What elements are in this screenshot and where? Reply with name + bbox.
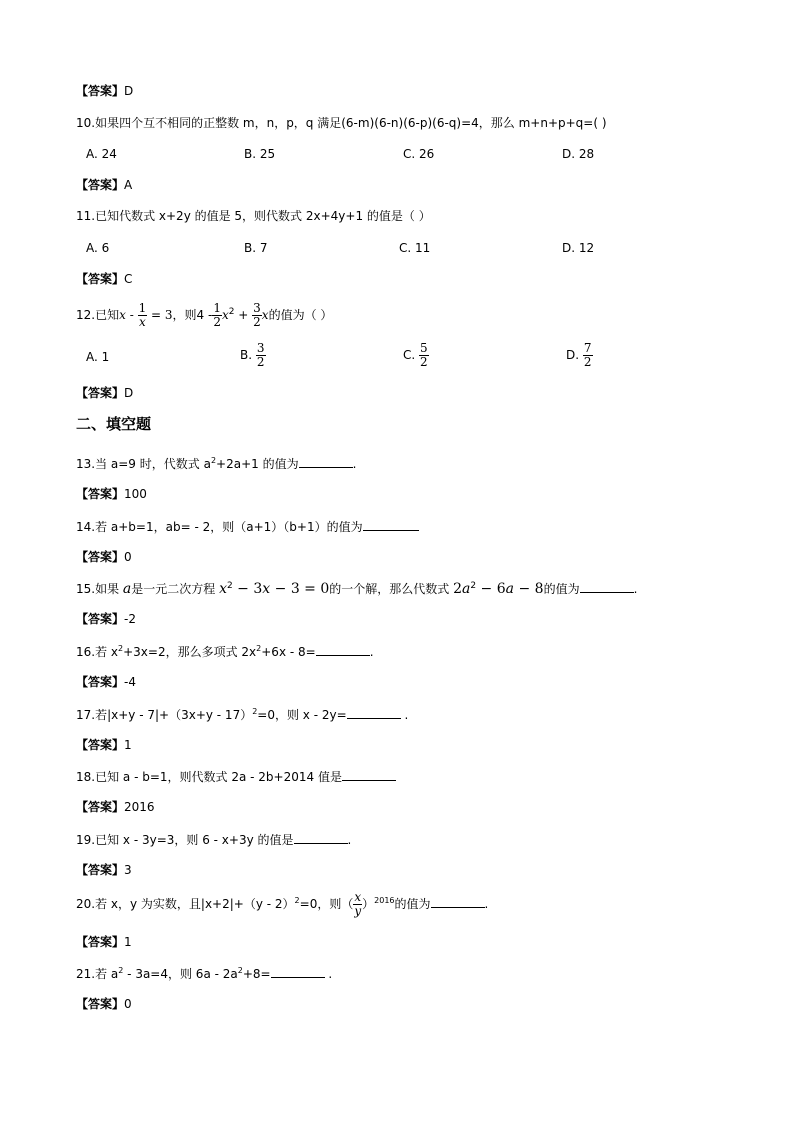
answer-blank <box>347 706 401 719</box>
q10-option-c: C. 26 <box>403 147 435 161</box>
answer-16: 【答案】-4 <box>76 675 136 689</box>
frac-1-2: $\frac{1}{2}$ <box>213 301 221 329</box>
q11-option-c: C. 11 <box>399 241 431 255</box>
q12-option-c: C. $\frac{5}{2}$ <box>403 341 428 369</box>
frac-x-y: $\frac{x}{y}$ <box>354 890 362 918</box>
q10-option-a: A. 24 <box>86 147 117 161</box>
answer-17: 【答案】1 <box>76 738 132 752</box>
question-20: 20.若 x，y 为实数，且|x+2|+（y - 2）$^2$=0，则（ $\frac{x}{y}$ ）$^{2016}$的值为 . <box>76 890 489 918</box>
q11-option-d: D. 12 <box>562 241 595 255</box>
answer-15: 【答案】-2 <box>76 612 136 626</box>
section-title-fill-blank: 二、填空题 <box>76 415 152 433</box>
answer-tag: 【答案】 <box>76 84 125 98</box>
answer-prev: 【答案】D <box>76 84 134 98</box>
q12-option-d: D. $\frac{7}{2}$ <box>566 341 592 369</box>
answer-blank <box>316 643 370 656</box>
question-17: 17.若$|x+y - 7|+(3x+y - 17)^2=0$，则 x - 2y= . <box>76 707 409 722</box>
q10-option-d: D. 28 <box>562 147 595 161</box>
frac-3-2: $\frac{3}{2}$ <box>253 301 261 329</box>
question-15: 15.如果 a是一元二次方程 $x^2 - 3x - 3 = 0$的一个解，那么代数式 $2a^2 - 6a - 8$的值为 . <box>76 581 638 597</box>
answer-20: 【答案】1 <box>76 935 132 949</box>
q12-option-b: B. $\frac{3}{2}$ <box>240 341 265 369</box>
answer-blank <box>342 768 396 781</box>
question-16: 16.若 $x^2+3x=2$，那么多项式 $2x^2+6x - 8=$ . <box>76 644 374 659</box>
answer-19: 【答案】3 <box>76 863 132 877</box>
answer-blank <box>299 455 353 468</box>
question-19: 19.已知 x - 3y=3，则 6 - x+3y 的值是 . <box>76 833 352 847</box>
q11-option-a: A. 6 <box>86 241 110 255</box>
question-12: 12.已知x - $\frac{1}{x}$ = 3，则4 - $\frac{1}{2}$ $x^2$ + $\frac{3}{2}$ x的值为（ ） <box>76 301 333 329</box>
answer-blank <box>271 965 325 978</box>
answer-11: 【答案】C <box>76 272 133 286</box>
question-14: 14.若 a+b=1，ab= - 2，则（a+1）（b+1）的值为 <box>76 518 419 535</box>
answer-18: 【答案】2016 <box>76 800 155 814</box>
q12-option-a: A. 1 <box>86 350 110 364</box>
question-13: 13.当 a=9 时，代数式 $a^2+2a+1$ 的值为 . <box>76 456 357 471</box>
answer-13: 【答案】100 <box>76 487 147 501</box>
q11-option-b: B. 7 <box>244 241 268 255</box>
answer-12: 【答案】D <box>76 386 134 400</box>
answer-blank <box>431 895 485 908</box>
answer-blank <box>294 831 348 844</box>
question-10: 10.如果四个互不相同的正整数 m，n，p，q 满足(6-m)(6-n)(6-p)(6-q)=4，那么 m+n+p+q=( ) <box>76 116 607 130</box>
answer-10: 【答案】A <box>76 178 133 192</box>
answer-blank <box>363 518 419 531</box>
q10-option-b: B. 25 <box>244 147 276 161</box>
question-11: 11.已知代数式 x+2y 的值是 5，则代数式 2x+4y+1 的值是（ ） <box>76 209 431 223</box>
answer-blank <box>580 580 634 593</box>
answer-14: 【答案】0 <box>76 550 132 564</box>
question-18: 18.已知 a - b=1，则代数式 2a - 2b+2014 值是 <box>76 768 396 785</box>
question-21: 21.若 $a^2 - 3a=4$，则 $6a - 2a^2+8=$ . <box>76 966 333 981</box>
answer-21: 【答案】0 <box>76 997 132 1011</box>
frac-1-x: $\frac{1}{x}$ <box>138 301 147 329</box>
